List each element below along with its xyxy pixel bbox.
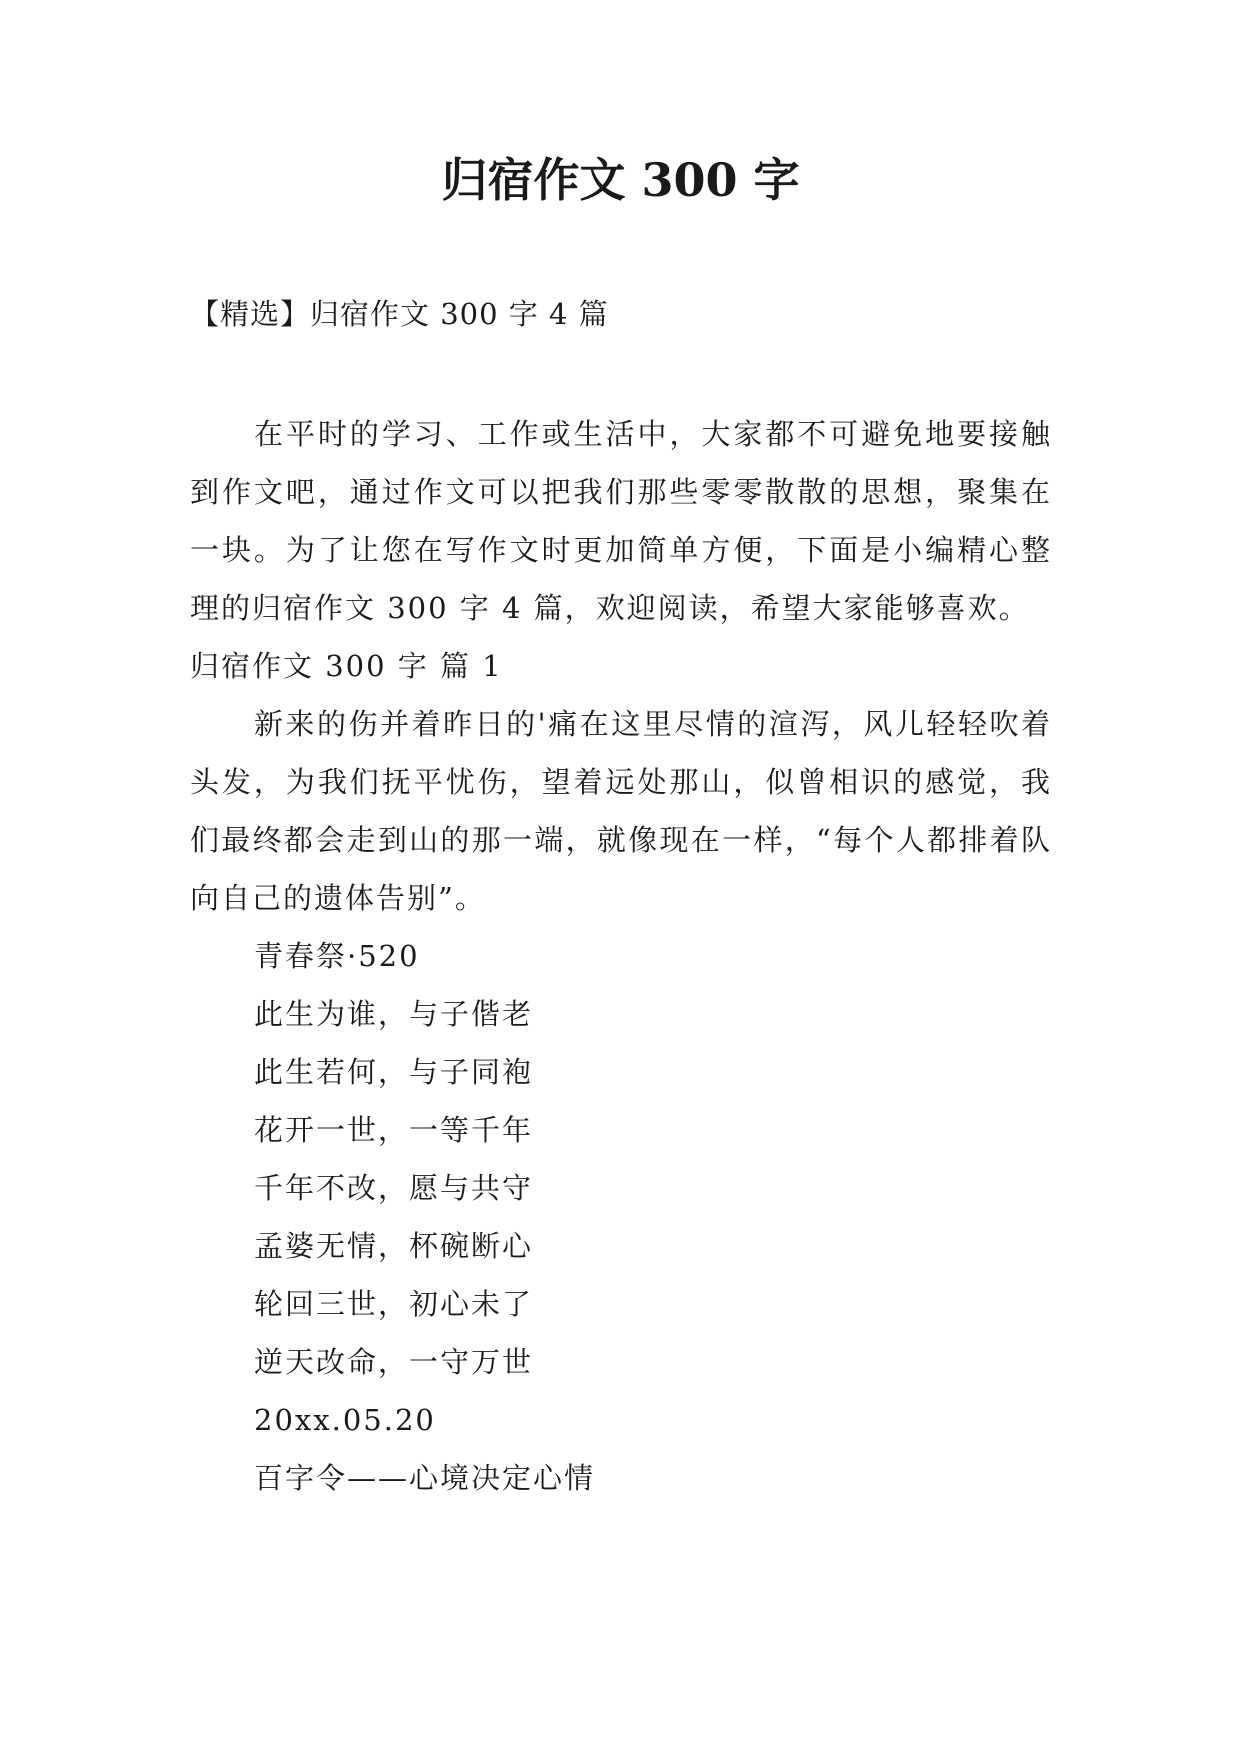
next-section-title: 百字令——心境决定心情 bbox=[254, 1461, 596, 1495]
document-subtitle: 【精选】归宿作文 300 字 4 篇 bbox=[190, 297, 609, 331]
poem-line: 孟婆无情，杯碗断心 bbox=[254, 1229, 534, 1263]
poem-line: 此生若何，与子同袍 bbox=[254, 1055, 534, 1089]
essay-paragraph: 新来的伤并着昨日的'痛在这里尽情的渲泻，风儿轻轻吹着头发，为我们抚平忧伤，望着远处那山，似曾相识的感觉，我们最终都会走到山的那一端，就像现在一样，“每个人都排着队向自己的遗体告别”。 bbox=[190, 707, 1052, 915]
poem-line: 轮回三世，初心未了 bbox=[254, 1287, 534, 1321]
poem-line: 逆天改命，一守万世 bbox=[254, 1345, 534, 1379]
poem-line: 此生为谁，与子偕老 bbox=[254, 997, 534, 1031]
intro-paragraph: 在平时的学习、工作或生活中，大家都不可避免地要接触到作文吧，通过作文可以把我们那些零零散散的思想，聚集在一块。为了让您在写作文时更加简单方便，下面是小编精心整理的归宿作文 300 字 4 篇，欢迎阅读，希望大家能够喜欢。 bbox=[190, 417, 1052, 625]
essay-heading: 归宿作文 300 字 篇 1 bbox=[190, 649, 503, 683]
document-title: 归宿作文 300 字 bbox=[441, 153, 800, 207]
poem-title: 青春祭·520 bbox=[254, 939, 420, 973]
poem-line: 千年不改，愿与共守 bbox=[254, 1171, 534, 1205]
poem-line: 花开一世，一等千年 bbox=[254, 1113, 534, 1147]
poem-date: 20xx.05.20 bbox=[254, 1403, 436, 1437]
document-body bbox=[190, 405, 1052, 1507]
